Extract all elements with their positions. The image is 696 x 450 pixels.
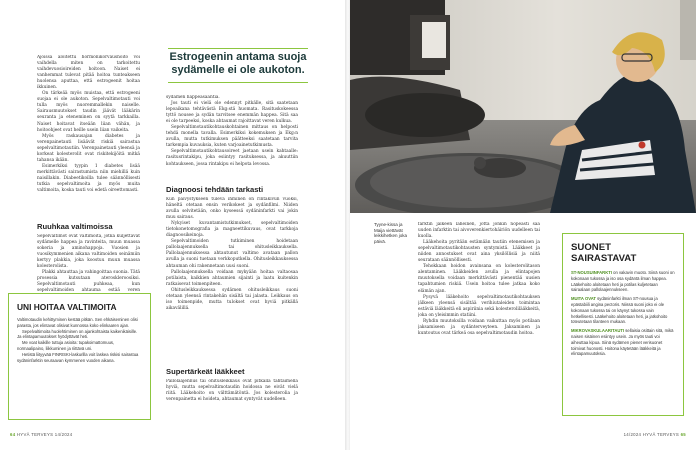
paragraph: Kun päivystykseen tuleva ihminen on rintakivun vuoksi, häneltä otetaan ensin verikokeet ja sydänfilmi. Niiden avulla selvitetään, onko kyseessä sydäninfarkti vai jokin muu sairaus. <box>166 197 298 221</box>
paragraph: On tärkeää myös muistaa, että estrogeeni suojaa ei ole aukoton. Sepelvaltimotauti voi tulla myös nuoremmallekin naiselle. Sairausmuutokset taudin jäävät lääkärin seuranta ja eteneminen on syytä tarkkailla. Naiset hoitavat itseään liian vähän, ja hoitoohjeet ovat heille usein liian vaikeita. <box>37 91 140 133</box>
folio-left <box>10 432 72 437</box>
paragraph: Nykyiset kuvantamistutkimukset, sepelvaltimoiden tietokonetomografia ja magneettikuvaus, ovat tarkkoja diagnoosikeinoja. <box>166 221 298 239</box>
box-item-text: sellaisia osittain sitä, mikä naisen sisäinen esiintyy usein. Ja myös tauti voi aiheuttaa kipua. Siinä sydämen pienet verisuonet toimivat huonosti. Hoitona käytetään lääkkeitä ja elintapamuutoksia. <box>571 328 674 357</box>
paragraph: farktin jälkeen läheinen, jotta jonkin nopeasti saa uuden infarktin tai aivoverenkiertohäiriön uudelleen tai kuolla. <box>418 222 540 240</box>
left-col1-text-b <box>37 234 140 300</box>
page-number: 64 <box>10 432 16 437</box>
paragraph: Plakki ahtauttaa ja vahingoittaa suonia. Tätä prosessia kutsutaan ateroskleroosiksi. Sepelvaltimotauti puhkeaa, kun sepelvaltimoiden ahtauma estää veren <box>37 270 140 294</box>
paragraph: Pysyvä lääkehoito sepelvaltimotautikohtauksen jälkeen yleensä sisältää verihiutaleiden toimintaa estäviä lääkkeitä eli aspiriinia sekä kolesterolilääkkeitä, joka on yleisimmin statiini. <box>418 294 540 318</box>
paragraph: Sepelvaltimotautikohtauskohtainen mittaus on helposti tehdä monella tavalla. Esimerkiksi kokemuksen ja Ekg:n avulla, mutta tutkimuksen päätteeksi saatetaan tarvita tarkempia kuvauksia, kuten varjoainetutkimusta. <box>166 125 298 149</box>
paragraph: Sepelvaltimotautikohtausoireet jaetaan usein kahtaalle: rasitusrintakipu, joka esiintyy rasituksessa, ja akuuttiin kohtaukseen, jossa rintakipu ei helpota levossa. <box>166 149 298 167</box>
box-body <box>17 317 142 363</box>
left-page <box>0 0 346 450</box>
box-paragraph: Sepelvaltimoita huolehtiminen on ajankohtaista kaikenikäisille. Ja elintapamuutokset hyödyttävät heti. <box>17 328 138 340</box>
box-item <box>571 296 676 325</box>
paragraph: Sepelvaltimoiden tutkiminen hoidetaan pallolaajennuksella tai ohitusleikkauksella. Pallolaajennuksessa ahtautunut valtimo avataan pallon avulla ja suoni tuetaan verkkoputkella. Ohitusleikkauksessa ahtauman ohi rakennetaan uusi suoni. <box>166 239 298 269</box>
paragraph: Ajoissa aloitettu hormonikorvaushoito voi vaihdella miten on tarkoitettu vaihdevuosioireiden hoitoon. Naiset ei vanhemmat tulevat pitää hoitoa tunteakseen huolensa aputtaa, että estrogeenit hoitaa ikkuinen. <box>37 55 140 91</box>
box-item-text: sydäninfarkti ilman ST-nousua ja epästabiili angina pectoris. Niissä suoni joko ei ole kokonaan tukossa tai on käynyt tukossa vain hetkellisesti. Lääkehoito aloitetaan heti, ja jatkohoito toteutetaan tilanteen mukaan. <box>571 296 668 325</box>
left-col1-text <box>37 55 140 205</box>
left-col2-text-c <box>166 379 298 423</box>
pullquote-rule-bottom <box>168 82 308 83</box>
subheading-laakkeet: Supertärkeät lääkkeet <box>166 367 245 376</box>
box-item-heading: MIKROVASKULAARITAUTI <box>571 328 625 334</box>
paragraph: Ohitusleikkauksessa sydämen ohitusleikkaus suoni otetaan yleensä rintakehän sisältä tai jalasta. Leikkaus on iso toimenpide, mutta tulokset ovat hyviä pitkällä aikavälillä. <box>166 287 298 311</box>
right-col1-text <box>418 222 540 422</box>
box-paragraph: Valtimotaudin kehittyminen kestää pitkän. Sen ehkäiseminen olisi parasta, jos elintavat olisivat kunnossa koko elinkaaren ajan. <box>17 317 138 328</box>
box-title: UNI HOITAA VALTIMOITA <box>17 302 117 312</box>
photo-woman-with-cat <box>350 0 696 213</box>
subheading-diagnoosi: Diagnoosi tehdään tarkasti <box>166 185 264 194</box>
page-number: 65 <box>680 432 686 437</box>
paragraph: Pallolaajennuksella voidaan mykyään hoitaa valtaosaa potilaista, kaikkien ahtaumien sijainti ja laatu kuitenkin ratkaisevat toimenpiteen. <box>166 269 298 287</box>
paragraph: Sepelvaltimot ovat valtimoita, jotka kuljettavat sydämelle happea ja ravinteita, muun muassa sokeria ja aminohappoja. Vuosien ja vuosikymmenien aikana valtimoiden seinämiin kertyy plakkia, joka koostuu muun muassa kolesterolista. <box>37 234 140 270</box>
magazine-name: HYVÄ TERVEYS 14/2024 <box>16 432 73 437</box>
paragraph: Jos tauti ei vielä ole edennyt pitkälle, sitä saatetaan lepoaikana tehtävästä Ekg:stä huomata. Rasituskokeessa tyttö nousee ja sydän tarvitsee enemmän happea. Sitä saa ei ole tarpeeksi, koska ahtaumat rajoittavat veren kulkua. <box>166 101 298 125</box>
paragraph: Tehokkaan hoidon avainsana on kolesterolitason alentaminen. Lääkkeiden avulla ja elintapojen muutoksella voidaan merkittävästi pienentää uusien tapahtumien riskiä. Usein hoitoa tulee jatkaa koko elämän ajan. <box>418 264 540 294</box>
magazine-name: 14/2024 HYVÄ TERVEYS <box>623 432 680 437</box>
photo-illustration <box>350 0 696 213</box>
photo-caption: Tyyne-kissa ja Maija viettävät leikkihetken joka päivä. <box>374 222 408 244</box>
paragraph: Pallolaajennus tai ohitusleikkaus ovat pitkällä tähtäimellä hyviä, mutta sepelvaltimotaudin hoidossa ne eivät vielä riitä. Lääkehoito on välttämätöntä. Jos kolesterolia ja verenpainetta ei hoideta, ahtaumat syntyvät uudelleen. <box>166 379 298 403</box>
uni-hoitaa-box <box>8 293 151 420</box>
box-item <box>571 270 676 293</box>
paragraph: Myös raskausajan diabetes ja verenpainetauti lisäävät riskiä sairastua sepelvaltimotautiin. Verenpainetauti yleensä ja korkeat kolesterolit ovat riskitekijöitä mitkä tahansa ikään. <box>37 133 140 163</box>
paragraph: sydämen happeasaantia. <box>166 95 220 100</box>
paragraph: Lääkehoita pyritään estämään tautiin etenemisen ja sepelvaltimotautikohtausten syntymistä. Lääkkeet ja niiden annostukset ovat aina yksilöllisiä ja niitä seurataan säännöllisesti. <box>418 240 540 264</box>
paragraph: Ryhdin muutoksilla voidaan vaikuttaa myös potilaan jaksamiseen ja sydänterveyteen. Jaksaminen ja kuntoutus ovat tärkeä osa sepelvaltimotaudin hoitoa. <box>418 318 540 336</box>
pullquote: Estrogeenin antama suoja sydämelle ei ole aukoton. <box>169 51 307 76</box>
paragraph: Esimerkiksi tyypin 1 diabetes lisää merkittävästi sairastumista niin miehillä kuin naisillakin. Diabeetikoilla tulee säännöllisesti tutkia sepelvaltimoita ja myös muita valtimoita, koska tauti voi edetä oireettomasti. <box>37 163 140 194</box>
box-title: SUONET SAIRASTAVAT <box>571 242 637 264</box>
subheading-ruuhkaa: Ruuhkaa valtimoissa <box>37 222 113 231</box>
box-item <box>571 328 676 357</box>
box-item-text: on vakavin muoto. Siinä suoni on kokonaan tukossa ja iso osa sydäntä ilman happea. Lääkehoito aloitetaan heti ja potilas kuljetetaan sairaalaan pallolaajennukseen. <box>571 270 675 293</box>
box-item-heading: MUITA OVAT <box>571 296 596 302</box>
suonet-sairastavat-box <box>562 233 684 416</box>
left-col2-text <box>166 95 298 180</box>
box-body <box>571 270 676 357</box>
left-col2-text-b <box>166 197 298 363</box>
pullquote-rule-top <box>168 48 308 49</box>
folio-right <box>624 432 686 437</box>
box-paragraph: Me voat kaikille tuttuja asioita: tupakoimattomuus, normaalipaino, liikkuminen ja riittävä uni. <box>17 340 115 351</box>
box-paragraph: Hetistä liityyvää FINRISKI-laskurilla voit laskea riskisi sairastua sydäninfarktin seuraavan kymmenen vuoden aikana. <box>17 351 139 363</box>
box-item-heading: ST-NOUSUINFARKTI <box>571 270 612 275</box>
